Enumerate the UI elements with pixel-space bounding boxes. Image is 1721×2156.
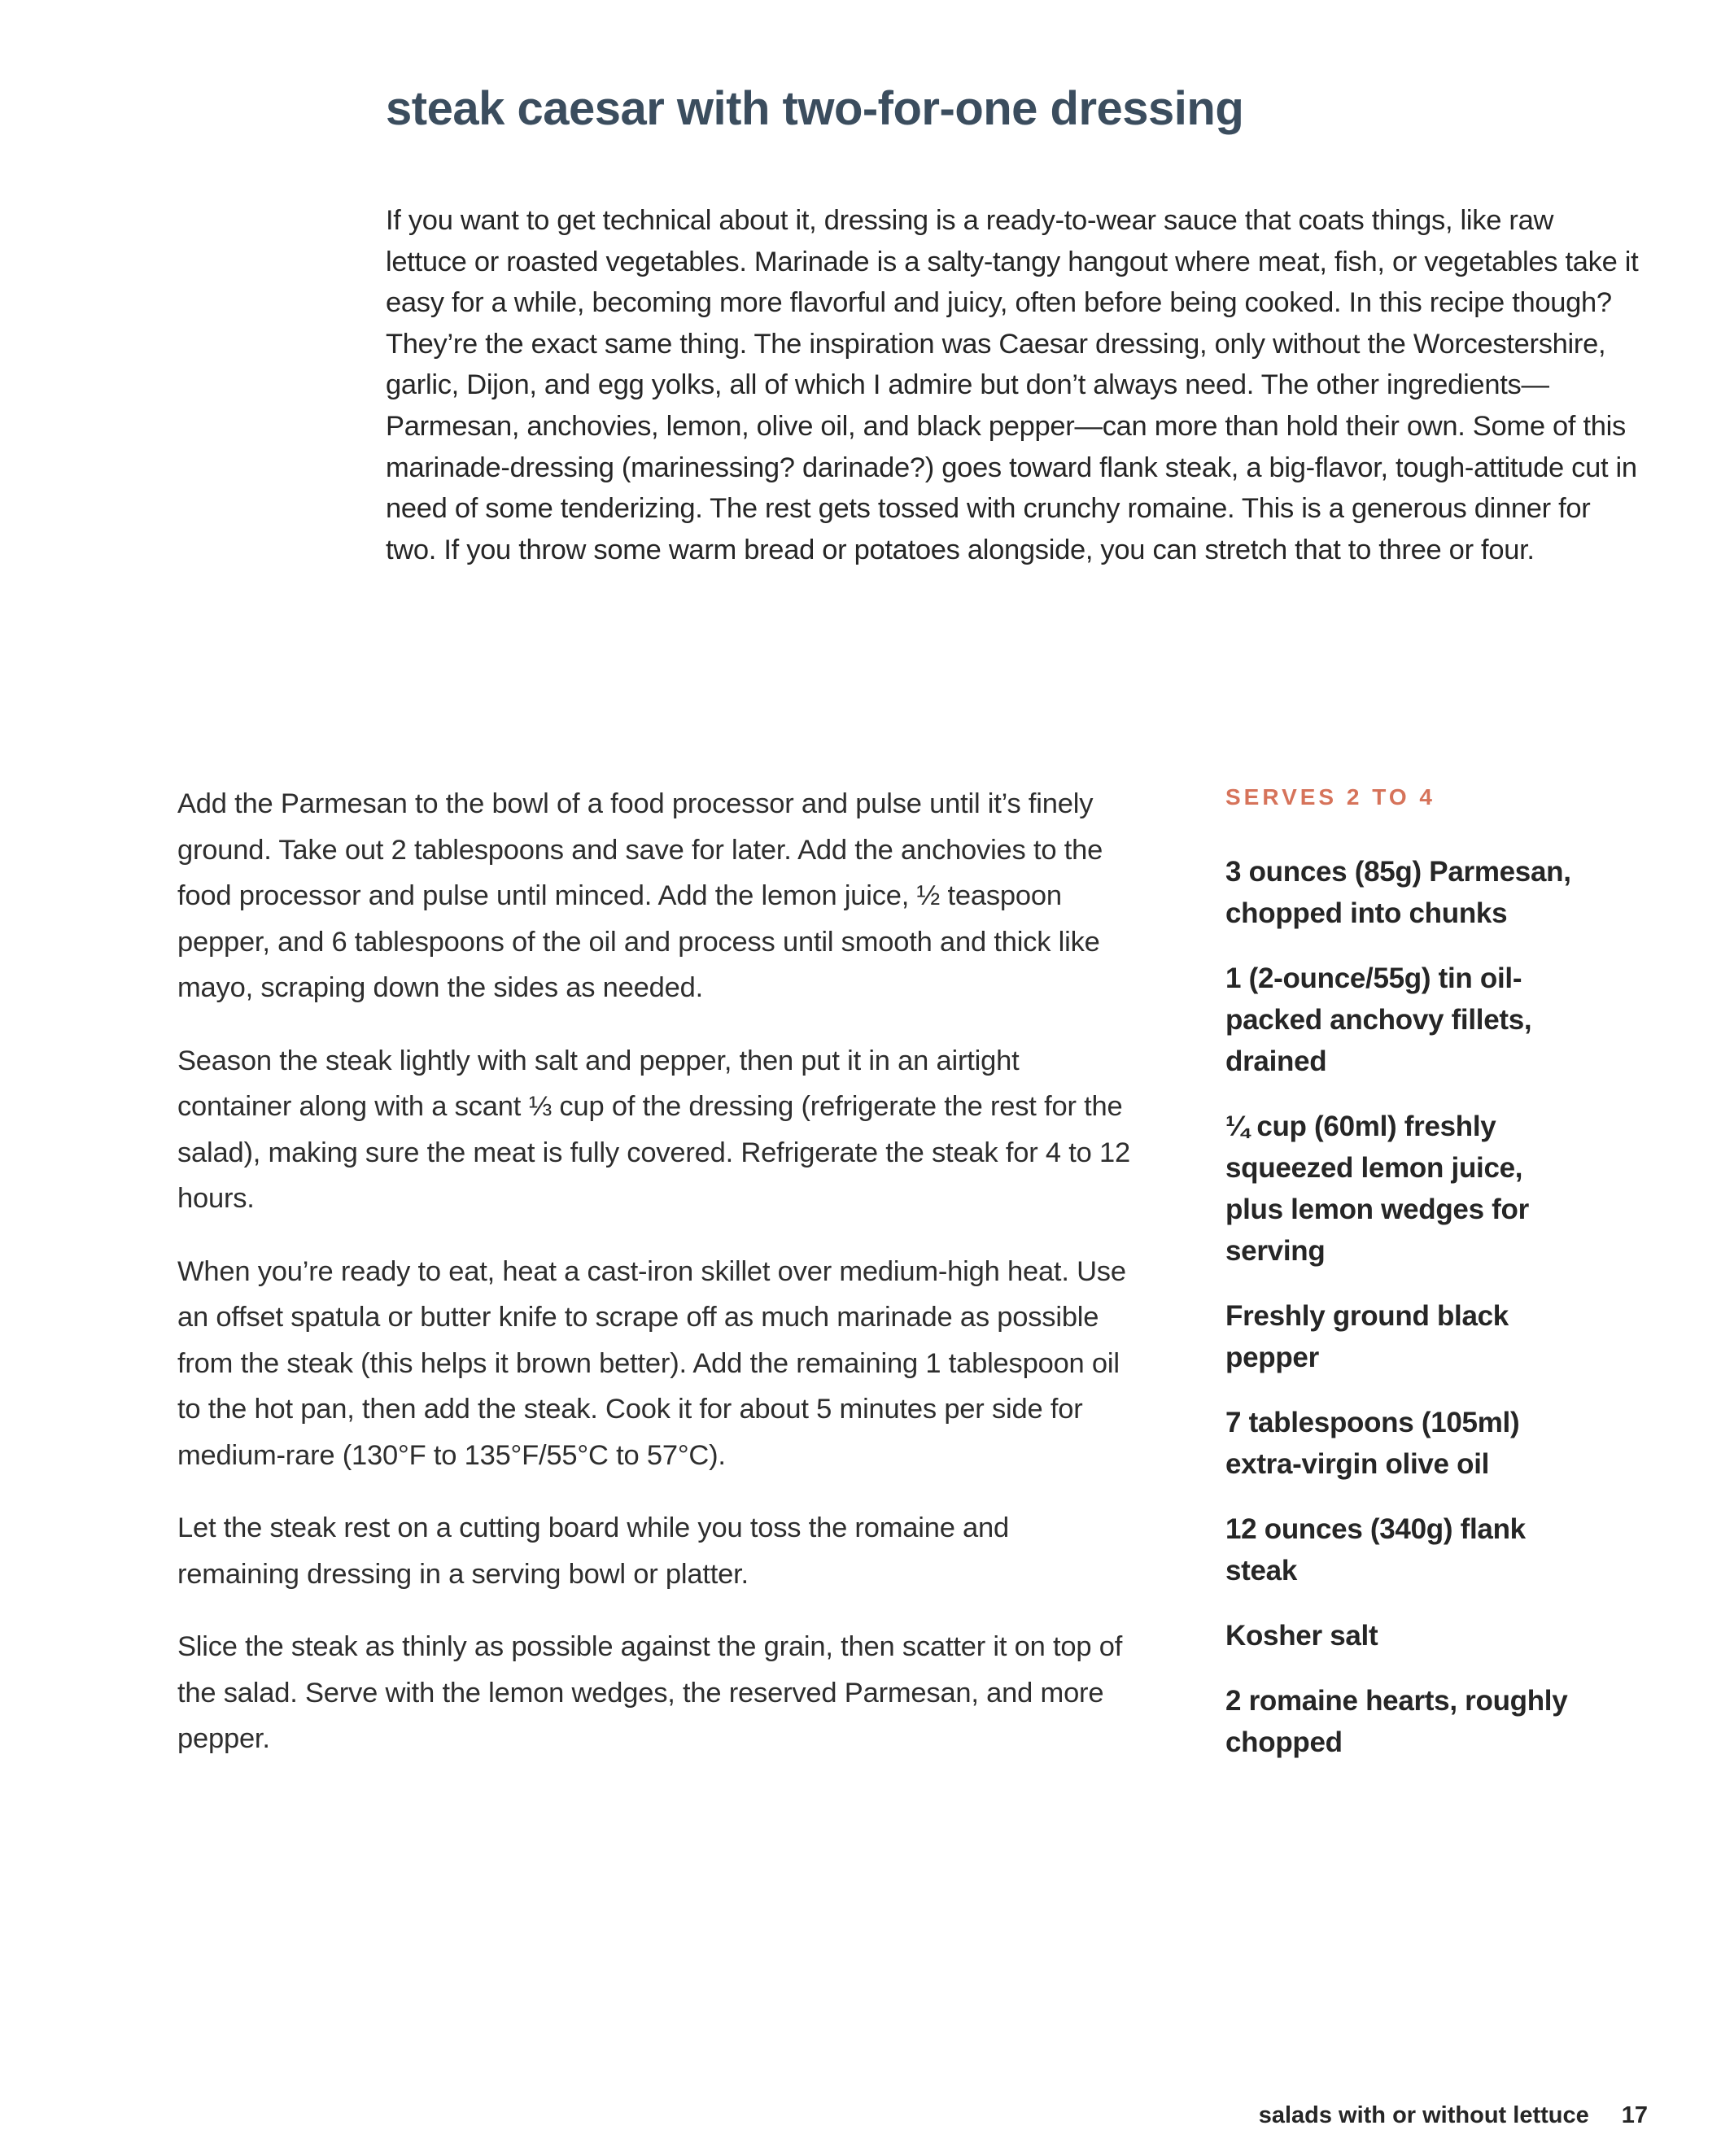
method-steps [177, 781, 1138, 1789]
ingredient-item: 2 romaine hearts, roughly chopped [1225, 1685, 1568, 1758]
page-number: 17 [1621, 2102, 1648, 2128]
intro-paragraph: If you want to get technical about it, dressing is a ready-to-wear sauce that coats things, like raw lettuce or roasted vegetables. Marinade is a salty-tangy hangout where meat, fish, or vegetables take it easy for a while, becoming more flavorful and juicy, often before being cooked. In this recipe though? They’re the exact same thing. The inspiration was Caesar dressing, only without the Worcestershire, garlic, Dijon, and egg yolks, all of which I admire but don’t always need. The other ingredients—Parmesan, anchovies, lemon, olive oil, and black pepper—can more than hold their own. Some of this marinade-dressing (marinessing? darinade?) goes toward flank steak, a big-flavor, tough-attitude cut in need of some tenderizing. The rest gets tossed with crunchy romaine. This is a generous dinner for two. If you throw some warm bread or potatoes alongside, you can stretch that to three or four. [386, 205, 1639, 565]
ingredient-item: Freshly ground black pepper [1225, 1300, 1509, 1373]
method-step: When you’re ready to eat, heat a cast-iron skillet over medium-high heat. Use an offset spatula or butter knife to scrape off as much marinade as possible from the steak (this helps it brown better). Add the remaining 1 tablespoon oil to the hot pan, then add the steak. Cook it for about 5 minutes per side for medium-rare (130°F to 135°F/55°C to 57°C). [177, 1255, 1126, 1471]
method-step: Add the Parmesan to the bowl of a food processor and pulse until it’s finely ground. Take out 2 tablespoons and save for later. Add the anchovies to the food processor and pulse until minced. Add the lemon juice, ½ teaspoon pepper, and 6 tablespoons of the oil and process until smooth and thick like mayo, scraping down the sides as needed. [177, 788, 1103, 1003]
ingredient-item: Kosher salt [1225, 1620, 1378, 1652]
ingredient-item: 12 ounces (340g) flank steak [1225, 1513, 1526, 1586]
method-step: Let the steak rest on a cutting board while you toss the romaine and remaining dressing in a serving bowl or platter. [177, 1512, 1010, 1590]
ingredients-sidebar [1225, 781, 1583, 1787]
ingredient-item: ¼ cup (60ml) freshly squeezed lemon juice, plus lemon wedges for serving [1225, 1111, 1529, 1267]
page-footer [1259, 2099, 1648, 2132]
serves-label: SERVES 2 TO 4 [1225, 784, 1435, 810]
ingredient-item: 3 ounces (85g) Parmesan, chopped into chunks [1225, 856, 1571, 929]
footer-section-title: salads with or without lettuce [1258, 2102, 1589, 2128]
method-step: Season the steak lightly with salt and pepper, then put it in an airtight container along with a scant ⅓ cup of the dressing (refrigerate the rest for the salad), making sure the meat is fully covered. Refrigerate the steak for 4 to 12 hours. [177, 1045, 1130, 1214]
page-title: steak caesar with two-for-one dressing [386, 82, 1244, 135]
ingredient-item: 1 (2-ounce/55g) tin oil-packed anchovy fillets, drained [1225, 962, 1532, 1077]
ingredient-item: 7 tablespoons (105ml) extra-virgin olive oil [1225, 1407, 1520, 1480]
method-step: Slice the steak as thinly as possible against the grain, then scatter it on top of the salad. Serve with the lemon wedges, the reserved Parmesan, and more pepper. [177, 1631, 1123, 1754]
